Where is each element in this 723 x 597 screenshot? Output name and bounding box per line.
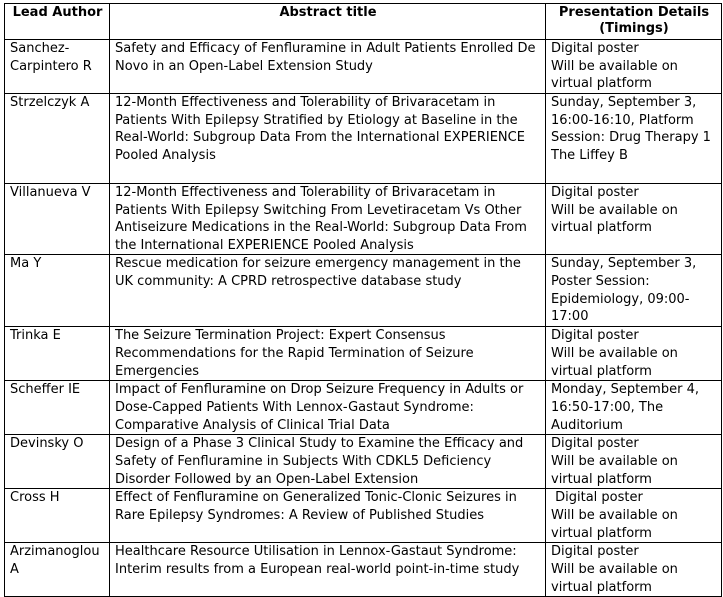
details-line: Sunday, September 3, 16:00-16:10, Platform Session: Drug Therapy 1: [551, 95, 711, 146]
cell-details: [546, 255, 722, 327]
cell-author: Sanchez-Carpintero R: [5, 40, 110, 94]
details-line: Digital poster: [551, 41, 639, 56]
cell-details: [546, 543, 722, 597]
cell-details: [546, 40, 722, 94]
table-row: [5, 435, 722, 489]
cell-title: Healthcare Resource Utilisation in Lennox-Gastaut Syndrome: Interim results from a European real-world point-in-time study: [110, 543, 546, 597]
table-row: [5, 184, 722, 255]
cell-author: Arzimanoglou A: [5, 543, 110, 597]
details-line: Will be available on virtual platform: [551, 507, 678, 541]
details-line: Digital poster: [551, 328, 639, 344]
cell-author: Trinka E: [5, 327, 110, 381]
cell-title: 12-Month Effectiveness and Tolerability of Brivaracetam in Patients With Epilepsy Switching From Levetiracetam Vs Other Antiseizure Medications in the Real-World: Subgroup Data From the International EXPERIENCE Pooled Analysis: [110, 184, 546, 255]
details-line: Will be available on virtual platform: [551, 202, 678, 236]
cell-title: Safety and Efficacy of Fenfluramine in Adult Patients Enrolled De Novo in an Open-Label Extension Study: [110, 40, 546, 94]
cell-title: Impact of Fenfluramine on Drop Seizure Frequency in Adults or Dose-Capped Patients With Lennox-Gastaut Syndrome: Comparative Analysis of Clinical Trial Data: [110, 381, 546, 435]
cell-author: Scheffer IE: [5, 381, 110, 435]
header-abstract-title: Abstract title: [110, 4, 546, 40]
header-row: [5, 4, 722, 40]
header-presentation-details: Presentation Details (Timings): [546, 4, 722, 40]
details-line: Will be available on virtual platform: [551, 345, 678, 379]
cell-details: [546, 381, 722, 435]
cell-title: Effect of Fenfluramine on Generalized Tonic-Clonic Seizures in Rare Epilepsy Syndromes: A Review of Published Studies: [110, 489, 546, 543]
details-line: Monday, September 4, 16:50-17:00, The Auditorium: [551, 382, 699, 433]
details-line: Digital poster: [551, 436, 639, 452]
details-line: Will be available on virtual platform: [551, 561, 678, 595]
cell-details: [546, 327, 722, 381]
abstracts-table: [4, 3, 722, 597]
details-line: The Liffey B: [551, 147, 628, 163]
table-row: [5, 255, 722, 327]
cell-author: Villanueva V: [5, 184, 110, 255]
cell-author: Strzelczyk A: [5, 94, 110, 184]
details-line: Sunday, September 3, Poster Session: Epidemiology, 09:00-17:00: [551, 256, 697, 325]
cell-details: [546, 184, 722, 255]
cell-title: Design of a Phase 3 Clinical Study to Examine the Efficacy and Safety of Fenfluramine in Subjects With CDKL5 Deficiency Disorder Followed by an Open-Label Extension: [110, 435, 546, 489]
header-lead-author: Lead Author: [5, 4, 110, 40]
details-line: Digital poster: [551, 185, 639, 200]
cell-title: Rescue medication for seizure emergency management in the UK community: A CPRD retrospective database study: [110, 255, 546, 327]
cell-details: [546, 435, 722, 489]
cell-author: Cross H: [5, 489, 110, 543]
cell-title: The Seizure Termination Project: Expert Consensus Recommendations for the Rapid Termination of Seizure Emergencies: [110, 327, 546, 381]
details-line: Will be available on virtual platform: [551, 453, 678, 487]
cell-author: Devinsky O: [5, 435, 110, 489]
cell-title: 12-Month Effectiveness and Tolerability of Brivaracetam in Patients With Epilepsy Stratified by Etiology at Baseline in the Real-World: Subgroup Data From the International EXPERIENCE Pooled Analysis: [110, 94, 546, 184]
cell-author: Ma Y: [5, 255, 110, 327]
table-row: [5, 94, 722, 184]
table-row: [5, 381, 722, 435]
table-row: [5, 40, 722, 94]
table-row: [5, 543, 722, 597]
cell-details: [546, 94, 722, 184]
details-line: Will be available on virtual platform: [551, 58, 678, 92]
table-row: [5, 327, 722, 381]
details-line: Digital poster: [551, 544, 639, 560]
details-line: Digital poster: [551, 490, 643, 506]
table-row: [5, 489, 722, 543]
cell-details: [546, 489, 722, 543]
